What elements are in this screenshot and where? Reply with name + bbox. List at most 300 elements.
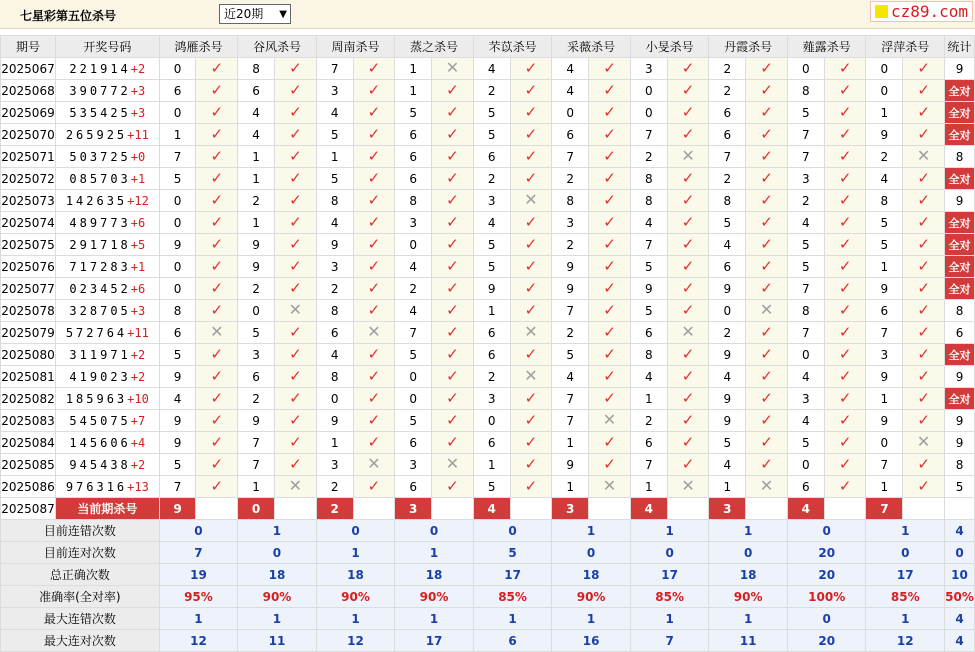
col-header-expert: 丹霞杀号	[709, 36, 788, 58]
check-icon: ✓	[681, 169, 695, 187]
kill-value: 2	[709, 322, 746, 344]
kill-value: 1	[316, 432, 353, 454]
kill-value: 3	[473, 190, 510, 212]
period-select[interactable]	[219, 4, 291, 24]
check-icon: ✓	[603, 59, 616, 77]
check-icon: ✓	[838, 279, 852, 297]
summary-value: 85%	[473, 586, 552, 608]
check-icon: ✓	[524, 301, 538, 319]
result-cell	[746, 388, 788, 410]
summary-value: 1	[709, 520, 788, 542]
result-cell	[746, 190, 788, 212]
kill-value: 6	[473, 432, 510, 454]
result-cell	[196, 432, 238, 454]
summary-value: 1	[238, 520, 317, 542]
result-cell	[903, 58, 945, 80]
current-empty-cell	[746, 498, 788, 520]
summary-row	[1, 608, 975, 630]
draw-plus: +1	[130, 171, 146, 186]
result-cell	[353, 454, 395, 476]
result-cell	[903, 454, 945, 476]
kill-value: 9	[866, 366, 903, 388]
draw-cell	[55, 80, 159, 102]
kill-value: 0	[787, 58, 824, 80]
result-cell	[746, 146, 788, 168]
kill-value: 3	[787, 168, 824, 190]
col-header-expert: 小旻杀号	[630, 36, 709, 58]
kill-value: 9	[709, 388, 746, 410]
check-icon: ✓	[210, 279, 224, 297]
result-cell	[432, 278, 474, 300]
check-icon: ✓	[838, 59, 852, 77]
kill-value: 9	[238, 256, 275, 278]
result-cell	[589, 234, 631, 256]
kill-value: 0	[473, 410, 510, 432]
check-icon: ✓	[838, 389, 852, 407]
summary-value: 0	[552, 542, 631, 564]
current-kill-value: 9	[159, 498, 196, 520]
check-icon: ✓	[524, 389, 538, 407]
kill-value: 8	[316, 190, 353, 212]
kill-value: 5	[552, 344, 589, 366]
result-cell	[196, 300, 238, 322]
check-icon: ✓	[838, 169, 852, 187]
result-cell	[824, 80, 866, 102]
col-header-expert: 浮萍杀号	[866, 36, 945, 58]
kill-value: 7	[787, 278, 824, 300]
summary-stat: 10	[945, 564, 975, 586]
kill-value: 8	[866, 190, 903, 212]
check-icon: ✓	[917, 279, 930, 297]
kill-value: 8	[630, 190, 667, 212]
cross-icon: ✕	[367, 454, 381, 473]
result-cell	[903, 256, 945, 278]
kill-value: 7	[630, 454, 667, 476]
kill-value: 2	[473, 80, 510, 102]
stat-badge-full: 全对	[945, 124, 975, 146]
check-icon: ✓	[446, 301, 459, 319]
result-cell	[353, 344, 395, 366]
kill-value: 7	[630, 124, 667, 146]
kill-value: 1	[395, 58, 432, 80]
draw-digits: 489773	[69, 215, 131, 230]
stat-count: 8	[945, 300, 975, 322]
kill-value: 4	[159, 388, 196, 410]
check-icon: ✓	[838, 257, 852, 275]
check-icon: ✓	[210, 213, 224, 231]
kill-value: 6	[787, 476, 824, 498]
result-cell	[667, 102, 709, 124]
kill-value: 4	[316, 212, 353, 234]
result-cell	[746, 124, 788, 146]
check-icon: ✓	[367, 59, 381, 77]
result-cell	[274, 476, 316, 498]
check-icon: ✓	[603, 147, 616, 165]
issue-cell: 2025075	[1, 234, 56, 256]
kill-value: 4	[395, 256, 432, 278]
kill-value: 4	[709, 454, 746, 476]
kill-value: 0	[395, 234, 432, 256]
summary-value: 12	[316, 630, 395, 652]
check-icon: ✓	[681, 345, 695, 363]
result-cell	[353, 476, 395, 498]
check-icon: ✓	[760, 103, 773, 121]
result-cell	[510, 432, 552, 454]
result-cell	[589, 256, 631, 278]
result-cell	[274, 212, 316, 234]
check-icon: ✓	[367, 477, 381, 495]
draw-digits: 419023	[69, 369, 131, 384]
col-header-expert: 谷风杀号	[238, 36, 317, 58]
kill-value: 1	[395, 80, 432, 102]
check-icon: ✓	[838, 301, 852, 319]
check-icon: ✓	[446, 477, 459, 495]
kill-value: 7	[866, 322, 903, 344]
draw-plus: +3	[130, 105, 146, 120]
current-kill-value: 7	[866, 498, 903, 520]
summary-value: 90%	[316, 586, 395, 608]
result-cell	[510, 410, 552, 432]
col-header-issue: 期号	[1, 36, 56, 58]
stat-badge-full: 全对	[945, 388, 975, 410]
result-cell	[903, 168, 945, 190]
kill-value: 5	[709, 432, 746, 454]
kill-value: 7	[787, 322, 824, 344]
result-cell	[510, 58, 552, 80]
result-cell	[510, 454, 552, 476]
result-cell	[432, 234, 474, 256]
check-icon: ✓	[760, 81, 773, 99]
kill-value: 8	[709, 190, 746, 212]
summary-value: 0	[395, 520, 474, 542]
kill-value: 4	[787, 212, 824, 234]
stat-count: 9	[945, 432, 975, 454]
summary-value: 20	[787, 542, 866, 564]
kill-value: 9	[709, 278, 746, 300]
stat-count: 8	[945, 146, 975, 168]
issue-cell: 2025079	[1, 322, 56, 344]
kill-value: 1	[866, 476, 903, 498]
result-cell	[903, 124, 945, 146]
result-cell	[667, 212, 709, 234]
draw-plus: +10	[127, 391, 149, 406]
check-icon: ✓	[446, 367, 459, 385]
check-icon: ✓	[367, 81, 381, 99]
summary-value: 90%	[395, 586, 474, 608]
kill-value: 4	[709, 366, 746, 388]
result-cell	[824, 432, 866, 454]
cross-icon: ✕	[681, 146, 695, 165]
stat-count: 9	[945, 58, 975, 80]
result-cell	[510, 124, 552, 146]
kill-value: 1	[552, 476, 589, 498]
check-icon: ✓	[838, 411, 852, 429]
result-cell	[274, 102, 316, 124]
kill-value: 0	[159, 212, 196, 234]
kill-value: 0	[316, 388, 353, 410]
result-cell	[589, 454, 631, 476]
result-cell	[432, 322, 474, 344]
kill-value: 3	[552, 212, 589, 234]
summary-value: 1	[316, 608, 395, 630]
stat-badge-full: 全对	[945, 80, 975, 102]
table-row	[1, 212, 975, 234]
kill-value: 0	[709, 300, 746, 322]
table-row	[1, 344, 975, 366]
draw-plus: +4	[130, 435, 146, 450]
kill-value: 5	[159, 344, 196, 366]
kill-value: 4	[630, 366, 667, 388]
result-cell	[353, 234, 395, 256]
kill-value: 7	[552, 388, 589, 410]
table-row	[1, 432, 975, 454]
result-cell	[824, 300, 866, 322]
draw-plus: +1	[130, 259, 146, 274]
check-icon: ✓	[524, 169, 538, 187]
cross-icon: ✕	[759, 476, 774, 495]
check-icon: ✓	[917, 411, 930, 429]
check-icon: ✓	[524, 345, 538, 363]
result-cell	[274, 256, 316, 278]
check-icon: ✓	[210, 477, 224, 495]
kill-value: 5	[866, 234, 903, 256]
result-cell	[903, 366, 945, 388]
table-row	[1, 168, 975, 190]
check-icon: ✓	[838, 213, 852, 231]
check-icon: ✓	[760, 59, 773, 77]
kill-value: 1	[630, 476, 667, 498]
draw-cell	[55, 102, 159, 124]
check-icon: ✓	[446, 389, 459, 407]
kill-value: 9	[159, 234, 196, 256]
check-icon: ✓	[524, 59, 538, 77]
stat-count: 9	[945, 366, 975, 388]
summary-value: 7	[630, 630, 709, 652]
result-cell	[510, 366, 552, 388]
result-cell	[746, 300, 788, 322]
issue-cell: 2025082	[1, 388, 56, 410]
stat-count: 8	[945, 454, 975, 476]
kill-value: 9	[159, 432, 196, 454]
result-cell	[353, 322, 395, 344]
draw-cell	[55, 256, 159, 278]
result-cell	[274, 454, 316, 476]
kill-value: 3	[473, 388, 510, 410]
check-icon: ✓	[603, 235, 616, 253]
result-cell	[589, 432, 631, 454]
kill-value: 5	[866, 212, 903, 234]
kill-value: 6	[473, 344, 510, 366]
kill-value: 3	[787, 388, 824, 410]
check-icon: ✓	[838, 477, 852, 495]
kill-value: 8	[787, 80, 824, 102]
chevron-down-icon: ▼	[279, 9, 287, 20]
result-cell	[667, 146, 709, 168]
check-icon: ✓	[446, 345, 459, 363]
draw-cell	[55, 322, 159, 344]
result-cell	[274, 322, 316, 344]
draw-plus: +5	[130, 237, 146, 252]
summary-row	[1, 630, 975, 652]
kill-value: 0	[866, 432, 903, 454]
col-header-draw: 开奖号码	[55, 36, 159, 58]
kill-value: 8	[159, 300, 196, 322]
check-icon: ✓	[210, 433, 224, 451]
check-icon: ✓	[681, 81, 695, 99]
draw-cell	[55, 168, 159, 190]
result-cell	[510, 146, 552, 168]
summary-value: 17	[630, 564, 709, 586]
result-cell	[667, 344, 709, 366]
kill-value: 6	[709, 256, 746, 278]
kill-value: 9	[316, 410, 353, 432]
result-cell	[746, 344, 788, 366]
kill-value: 0	[866, 80, 903, 102]
check-icon: ✓	[367, 125, 381, 143]
kill-value: 3	[395, 212, 432, 234]
kill-value: 0	[395, 388, 432, 410]
check-icon: ✓	[681, 411, 695, 429]
result-cell	[824, 124, 866, 146]
check-icon: ✓	[210, 81, 224, 99]
kill-value: 7	[395, 322, 432, 344]
check-icon: ✓	[210, 125, 224, 143]
summary-value: 0	[159, 520, 238, 542]
result-cell	[432, 388, 474, 410]
check-icon: ✓	[681, 257, 695, 275]
kill-value: 1	[866, 256, 903, 278]
result-cell	[353, 146, 395, 168]
check-icon: ✓	[603, 213, 616, 231]
kill-value: 2	[552, 168, 589, 190]
result-cell	[353, 366, 395, 388]
result-cell	[196, 256, 238, 278]
issue-cell: 2025067	[1, 58, 56, 80]
kill-value: 9	[552, 256, 589, 278]
kill-value: 9	[238, 410, 275, 432]
check-icon: ✓	[917, 257, 930, 275]
check-icon: ✓	[838, 367, 852, 385]
check-icon: ✓	[524, 433, 538, 451]
draw-cell	[55, 212, 159, 234]
check-icon: ✓	[681, 367, 695, 385]
draw-cell	[55, 366, 159, 388]
issue-cell: 2025071	[1, 146, 56, 168]
issue-cell: 2025085	[1, 454, 56, 476]
check-icon: ✓	[760, 279, 773, 297]
issue-cell: 2025074	[1, 212, 56, 234]
check-icon: ✓	[446, 323, 459, 341]
summary-value: 1	[395, 608, 474, 630]
check-icon: ✓	[367, 367, 381, 385]
draw-cell	[55, 300, 159, 322]
result-cell	[196, 168, 238, 190]
summary-value: 17	[473, 564, 552, 586]
kill-value: 1	[159, 124, 196, 146]
kill-value: 7	[630, 234, 667, 256]
kill-value: 9	[866, 410, 903, 432]
result-cell	[903, 322, 945, 344]
result-cell	[432, 124, 474, 146]
check-icon: ✓	[210, 389, 224, 407]
kill-value: 6	[395, 168, 432, 190]
draw-plus: +2	[130, 369, 146, 384]
check-icon: ✓	[917, 59, 930, 77]
check-icon: ✓	[524, 147, 538, 165]
site-logo[interactable]	[870, 1, 973, 22]
table-row	[1, 256, 975, 278]
kill-value: 5	[473, 256, 510, 278]
kill-value: 5	[630, 256, 667, 278]
kill-value: 5	[159, 168, 196, 190]
result-cell	[667, 322, 709, 344]
kill-value: 3	[316, 80, 353, 102]
kill-value: 2	[473, 366, 510, 388]
check-icon: ✓	[210, 169, 224, 187]
check-icon: ✓	[681, 59, 695, 77]
result-cell	[353, 410, 395, 432]
stat-badge-full: 全对	[945, 234, 975, 256]
summary-value: 1	[630, 608, 709, 630]
result-cell	[510, 234, 552, 256]
check-icon: ✓	[210, 257, 224, 275]
current-empty-cell	[274, 498, 316, 520]
result-cell	[196, 322, 238, 344]
cross-icon: ✕	[288, 476, 303, 495]
check-icon: ✓	[289, 59, 302, 77]
check-icon: ✓	[603, 169, 616, 187]
kill-value: 2	[238, 388, 275, 410]
result-cell	[824, 366, 866, 388]
check-icon: ✓	[289, 235, 302, 253]
summary-label: 最大连对次数	[1, 630, 160, 652]
check-icon: ✓	[838, 455, 852, 473]
check-icon: ✓	[760, 345, 773, 363]
result-cell	[667, 366, 709, 388]
result-cell	[510, 168, 552, 190]
summary-value: 16	[552, 630, 631, 652]
check-icon: ✓	[603, 345, 616, 363]
check-icon: ✓	[289, 455, 302, 473]
check-icon: ✓	[838, 345, 852, 363]
check-icon: ✓	[446, 191, 459, 209]
check-icon: ✓	[524, 103, 538, 121]
summary-value: 0	[473, 520, 552, 542]
kill-value: 7	[159, 146, 196, 168]
draw-cell	[55, 234, 159, 256]
kill-value: 9	[159, 366, 196, 388]
kill-value: 7	[787, 124, 824, 146]
result-cell	[432, 190, 474, 212]
kill-value: 5	[787, 432, 824, 454]
result-cell	[667, 190, 709, 212]
cross-icon: ✕	[288, 300, 303, 319]
check-icon: ✓	[917, 125, 930, 143]
kill-value: 5	[630, 300, 667, 322]
check-icon: ✓	[917, 169, 930, 187]
result-cell	[903, 410, 945, 432]
draw-cell	[55, 58, 159, 80]
check-icon: ✓	[681, 279, 695, 297]
summary-value: 0	[709, 542, 788, 564]
summary-value: 18	[395, 564, 474, 586]
check-icon: ✓	[917, 81, 930, 99]
draw-digits: 311971	[69, 347, 131, 362]
check-icon: ✓	[681, 301, 695, 319]
kill-value: 6	[552, 124, 589, 146]
kill-value: 5	[787, 234, 824, 256]
draw-cell	[55, 344, 159, 366]
